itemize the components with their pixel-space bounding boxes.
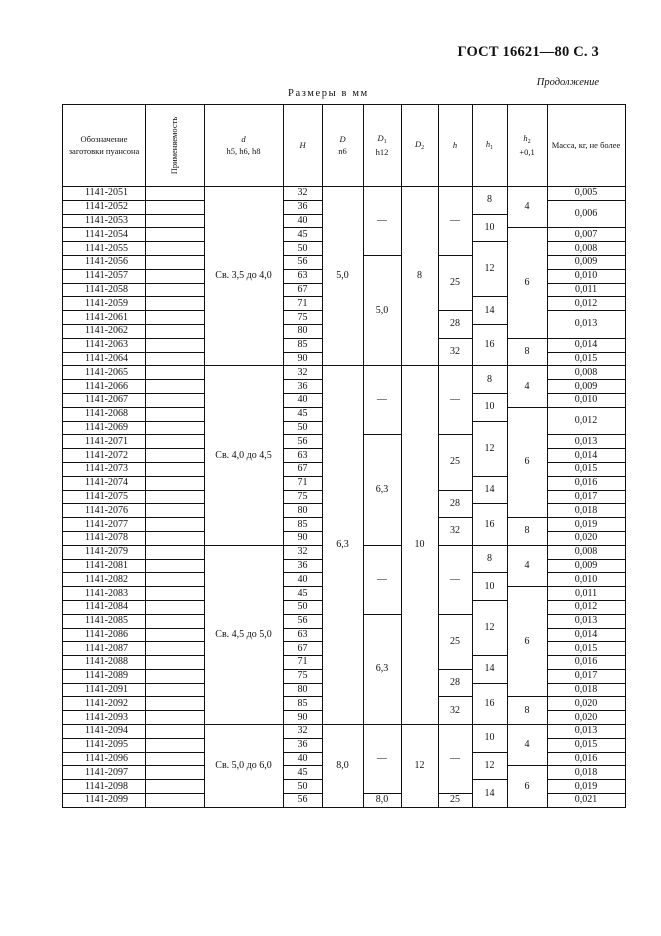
cell-applicability — [146, 242, 205, 256]
cell-applicability — [146, 407, 205, 421]
cell-applicability — [146, 614, 205, 628]
cell-applicability — [146, 311, 205, 325]
table-body — [63, 187, 626, 808]
cell-H: 56 — [283, 255, 322, 269]
cell-mass: 0,015 — [547, 352, 625, 366]
cell-h: 25 — [438, 435, 472, 490]
cell-designation: 1141-2088 — [63, 656, 146, 670]
cell-h: — — [438, 725, 472, 794]
cell-designation: 1141-2056 — [63, 255, 146, 269]
cell-designation: 1141-2072 — [63, 449, 146, 463]
cell-designation: 1141-2081 — [63, 559, 146, 573]
cell-mass: 0,020 — [547, 531, 625, 545]
cell-D1: — — [363, 545, 401, 614]
cell-h1: 16 — [472, 504, 507, 545]
cell-mass: 0,008 — [547, 545, 625, 559]
cell-H: 90 — [283, 711, 322, 725]
cell-designation: 1141-2095 — [63, 738, 146, 752]
cell-h2: 6 — [507, 407, 547, 517]
cell-h: 32 — [438, 338, 472, 366]
cell-designation: 1141-2067 — [63, 393, 146, 407]
cell-designation: 1141-2062 — [63, 324, 146, 338]
table-header-row — [63, 105, 626, 187]
cell-applicability — [146, 228, 205, 242]
cell-D: 5,0 — [322, 187, 363, 366]
cell-designation: 1141-2091 — [63, 683, 146, 697]
dimensions-table — [62, 104, 626, 808]
page-title: ГОСТ 16621—80 С. 3 — [457, 44, 599, 60]
cell-designation: 1141-2052 — [63, 200, 146, 214]
cell-designation: 1141-2057 — [63, 269, 146, 283]
cell-designation: 1141-2068 — [63, 407, 146, 421]
cell-applicability — [146, 352, 205, 366]
cell-mass: 0,020 — [547, 711, 625, 725]
cell-d: Св. 3,5 до 4,0 — [204, 187, 283, 366]
cell-H: 71 — [283, 656, 322, 670]
cell-h1: 12 — [472, 600, 507, 655]
cell-applicability — [146, 338, 205, 352]
cell-applicability — [146, 766, 205, 780]
cell-mass: 0,016 — [547, 476, 625, 490]
cell-H: 36 — [283, 559, 322, 573]
cell-H: 36 — [283, 738, 322, 752]
col-designation: Обозначение заготовки пуансона — [63, 105, 146, 187]
cell-designation: 1141-2094 — [63, 725, 146, 739]
cell-H: 63 — [283, 628, 322, 642]
cell-h2: 6 — [507, 587, 547, 697]
cell-H: 63 — [283, 269, 322, 283]
cell-h: 28 — [438, 311, 472, 339]
cell-h: 32 — [438, 518, 472, 546]
cell-H: 71 — [283, 297, 322, 311]
cell-h1: 10 — [472, 725, 507, 753]
cell-mass: 0,005 — [547, 187, 625, 201]
cell-mass: 0,011 — [547, 587, 625, 601]
cell-designation: 1141-2082 — [63, 573, 146, 587]
cell-applicability — [146, 255, 205, 269]
cell-applicability — [146, 200, 205, 214]
cell-h: — — [438, 187, 472, 256]
cell-designation: 1141-2065 — [63, 366, 146, 380]
cell-h: — — [438, 366, 472, 435]
cell-designation: 1141-2089 — [63, 669, 146, 683]
cell-mass: 0,014 — [547, 628, 625, 642]
cell-mass: 0,010 — [547, 393, 625, 407]
cell-mass: 0,010 — [547, 573, 625, 587]
cell-applicability — [146, 366, 205, 380]
cell-designation: 1141-2051 — [63, 187, 146, 201]
cell-D1: 5,0 — [363, 255, 401, 365]
cell-applicability — [146, 187, 205, 201]
cell-applicability — [146, 297, 205, 311]
cell-applicability — [146, 697, 205, 711]
cell-h1: 12 — [472, 752, 507, 780]
cell-applicability — [146, 642, 205, 656]
cell-D2: 8 — [401, 187, 438, 366]
cell-designation: 1141-2058 — [63, 283, 146, 297]
cell-h2: 4 — [507, 545, 547, 586]
cell-H: 85 — [283, 338, 322, 352]
cell-applicability — [146, 531, 205, 545]
cell-d: Св. 4,0 до 4,5 — [204, 366, 283, 545]
cell-mass: 0,012 — [547, 600, 625, 614]
cell-applicability — [146, 504, 205, 518]
cell-designation: 1141-2061 — [63, 311, 146, 325]
cell-designation: 1141-2077 — [63, 518, 146, 532]
cell-D1: — — [363, 187, 401, 256]
cell-mass: 0,016 — [547, 656, 625, 670]
cell-mass: 0,012 — [547, 297, 625, 311]
cell-mass: 0,008 — [547, 366, 625, 380]
cell-designation: 1141-2098 — [63, 780, 146, 794]
cell-H: 80 — [283, 504, 322, 518]
cell-mass: 0,020 — [547, 697, 625, 711]
cell-mass: 0,015 — [547, 738, 625, 752]
cell-mass: 0,021 — [547, 794, 625, 808]
col-h1: $h_1$ — [472, 105, 507, 187]
cell-applicability — [146, 269, 205, 283]
cell-h1: 8 — [472, 545, 507, 573]
cell-H: 32 — [283, 366, 322, 380]
cell-mass: 0,017 — [547, 669, 625, 683]
cell-mass: 0,018 — [547, 683, 625, 697]
table-row — [63, 366, 626, 380]
cell-mass: 0,013 — [547, 725, 625, 739]
cell-h1: 10 — [472, 393, 507, 421]
cell-h1: 14 — [472, 780, 507, 808]
cell-H: 40 — [283, 752, 322, 766]
cell-designation: 1141-2053 — [63, 214, 146, 228]
cell-D1: 6,3 — [363, 435, 401, 545]
cell-applicability — [146, 752, 205, 766]
col-D1: $D_1$ h12 — [363, 105, 401, 187]
cell-h1: 12 — [472, 242, 507, 297]
cell-mass: 0,013 — [547, 435, 625, 449]
cell-applicability — [146, 393, 205, 407]
dimensions-note: Размеры в мм — [288, 88, 369, 99]
cell-applicability — [146, 600, 205, 614]
col-D2: $D_2$ — [401, 105, 438, 187]
col-h: h — [438, 105, 472, 187]
cell-applicability — [146, 324, 205, 338]
cell-H: 45 — [283, 228, 322, 242]
cell-applicability — [146, 214, 205, 228]
cell-designation: 1141-2099 — [63, 794, 146, 808]
col-d: d h5, h6, h8 — [204, 105, 283, 187]
cell-designation: 1141-2086 — [63, 628, 146, 642]
cell-applicability — [146, 380, 205, 394]
cell-applicability — [146, 683, 205, 697]
cell-H: 56 — [283, 435, 322, 449]
cell-H: 45 — [283, 587, 322, 601]
cell-h1: 16 — [472, 683, 507, 724]
cell-h: 25 — [438, 794, 472, 808]
cell-applicability — [146, 476, 205, 490]
cell-h2: 4 — [507, 187, 547, 228]
cell-designation: 1141-2063 — [63, 338, 146, 352]
cell-mass: 0,017 — [547, 490, 625, 504]
cell-H: 63 — [283, 449, 322, 463]
cell-H: 36 — [283, 200, 322, 214]
cell-h2: 6 — [507, 766, 547, 807]
cell-designation: 1141-2093 — [63, 711, 146, 725]
cell-applicability — [146, 711, 205, 725]
cell-mass: 0,007 — [547, 228, 625, 242]
cell-h: — — [438, 545, 472, 614]
cell-D2: 12 — [401, 725, 438, 808]
cell-h2: 6 — [507, 228, 547, 338]
cell-h1: 10 — [472, 214, 507, 242]
cell-H: 85 — [283, 518, 322, 532]
cell-designation: 1141-2097 — [63, 766, 146, 780]
cell-H: 56 — [283, 614, 322, 628]
cell-designation: 1141-2071 — [63, 435, 146, 449]
cell-applicability — [146, 780, 205, 794]
cell-H: 80 — [283, 683, 322, 697]
cell-h1: 12 — [472, 421, 507, 476]
cell-H: 85 — [283, 697, 322, 711]
cell-designation: 1141-2084 — [63, 600, 146, 614]
cell-d: Св. 5,0 до 6,0 — [204, 725, 283, 808]
col-H: H — [283, 105, 322, 187]
cell-H: 40 — [283, 573, 322, 587]
cell-mass: 0,009 — [547, 559, 625, 573]
cell-applicability — [146, 449, 205, 463]
cell-H: 75 — [283, 311, 322, 325]
cell-mass: 0,006 — [547, 200, 625, 228]
cell-h: 28 — [438, 669, 472, 697]
cell-H: 50 — [283, 421, 322, 435]
cell-designation: 1141-2066 — [63, 380, 146, 394]
cell-h1: 10 — [472, 573, 507, 601]
cell-designation: 1141-2074 — [63, 476, 146, 490]
cell-D1: 6,3 — [363, 614, 401, 724]
cell-applicability — [146, 518, 205, 532]
col-h2: $h_2$ +0,1 — [507, 105, 547, 187]
cell-designation: 1141-2087 — [63, 642, 146, 656]
cell-D2: 10 — [401, 366, 438, 725]
cell-mass: 0,010 — [547, 269, 625, 283]
cell-h1: 8 — [472, 187, 507, 215]
cell-applicability — [146, 462, 205, 476]
cell-h: 28 — [438, 490, 472, 518]
cell-H: 50 — [283, 600, 322, 614]
cell-H: 45 — [283, 766, 322, 780]
cell-mass: 0,009 — [547, 255, 625, 269]
cell-designation: 1141-2069 — [63, 421, 146, 435]
cell-H: 50 — [283, 242, 322, 256]
cell-H: 90 — [283, 352, 322, 366]
cell-applicability — [146, 738, 205, 752]
col-applicability: Применяемость — [146, 105, 205, 187]
cell-designation: 1141-2092 — [63, 697, 146, 711]
cell-H: 32 — [283, 187, 322, 201]
cell-h2: 4 — [507, 725, 547, 766]
cell-h2: 4 — [507, 366, 547, 407]
cell-mass: 0,015 — [547, 642, 625, 656]
cell-H: 32 — [283, 725, 322, 739]
cell-applicability — [146, 628, 205, 642]
cell-applicability — [146, 421, 205, 435]
cell-D: 6,3 — [322, 366, 363, 725]
cell-designation: 1141-2073 — [63, 462, 146, 476]
cell-mass: 0,019 — [547, 780, 625, 794]
cell-mass: 0,016 — [547, 752, 625, 766]
continuation-note: Продолжение — [536, 77, 599, 88]
cell-D1: — — [363, 725, 401, 794]
cell-applicability — [146, 283, 205, 297]
cell-mass: 0,019 — [547, 518, 625, 532]
cell-H: 80 — [283, 324, 322, 338]
cell-H: 90 — [283, 531, 322, 545]
cell-applicability — [146, 490, 205, 504]
cell-H: 67 — [283, 462, 322, 476]
cell-mass: 0,008 — [547, 242, 625, 256]
cell-designation: 1141-2059 — [63, 297, 146, 311]
cell-designation: 1141-2085 — [63, 614, 146, 628]
cell-h1: 14 — [472, 297, 507, 325]
cell-d: Св. 4,5 до 5,0 — [204, 545, 283, 724]
cell-designation: 1141-2078 — [63, 531, 146, 545]
cell-h2: 8 — [507, 697, 547, 725]
cell-h2: 8 — [507, 338, 547, 366]
cell-designation: 1141-2054 — [63, 228, 146, 242]
cell-H: 45 — [283, 407, 322, 421]
cell-designation: 1141-2096 — [63, 752, 146, 766]
cell-mass: 0,013 — [547, 311, 625, 339]
cell-mass: 0,012 — [547, 407, 625, 435]
cell-mass: 0,013 — [547, 614, 625, 628]
cell-H: 75 — [283, 669, 322, 683]
cell-mass: 0,014 — [547, 338, 625, 352]
cell-h1: 16 — [472, 324, 507, 365]
cell-applicability — [146, 545, 205, 559]
cell-h: 32 — [438, 697, 472, 725]
cell-h: 25 — [438, 614, 472, 669]
cell-mass: 0,018 — [547, 504, 625, 518]
cell-h1: 14 — [472, 476, 507, 504]
cell-applicability — [146, 559, 205, 573]
cell-H: 40 — [283, 214, 322, 228]
cell-h1: 8 — [472, 366, 507, 394]
cell-D1: 8,0 — [363, 794, 401, 808]
cell-applicability — [146, 573, 205, 587]
cell-H: 67 — [283, 642, 322, 656]
cell-designation: 1141-2083 — [63, 587, 146, 601]
cell-H: 71 — [283, 476, 322, 490]
cell-applicability — [146, 669, 205, 683]
cell-designation: 1141-2076 — [63, 504, 146, 518]
table-row — [63, 725, 626, 739]
cell-mass: 0,018 — [547, 766, 625, 780]
cell-h2: 8 — [507, 518, 547, 546]
cell-designation: 1141-2064 — [63, 352, 146, 366]
cell-H: 75 — [283, 490, 322, 504]
cell-applicability — [146, 587, 205, 601]
cell-H: 50 — [283, 780, 322, 794]
cell-h1: 14 — [472, 656, 507, 684]
cell-h: 25 — [438, 255, 472, 310]
cell-designation: 1141-2075 — [63, 490, 146, 504]
cell-D1: — — [363, 366, 401, 435]
cell-designation: 1141-2055 — [63, 242, 146, 256]
cell-H: 56 — [283, 794, 322, 808]
col-mass: Масса, кг, не более — [547, 105, 625, 187]
cell-mass: 0,011 — [547, 283, 625, 297]
cell-H: 36 — [283, 380, 322, 394]
cell-mass: 0,014 — [547, 449, 625, 463]
cell-applicability — [146, 794, 205, 808]
cell-applicability — [146, 725, 205, 739]
cell-mass: 0,009 — [547, 380, 625, 394]
cell-H: 32 — [283, 545, 322, 559]
cell-D: 8,0 — [322, 725, 363, 808]
cell-mass: 0,015 — [547, 462, 625, 476]
cell-designation: 1141-2079 — [63, 545, 146, 559]
cell-applicability — [146, 656, 205, 670]
cell-H: 40 — [283, 393, 322, 407]
col-D: D n6 — [322, 105, 363, 187]
cell-H: 67 — [283, 283, 322, 297]
table-row — [63, 187, 626, 201]
cell-applicability — [146, 435, 205, 449]
